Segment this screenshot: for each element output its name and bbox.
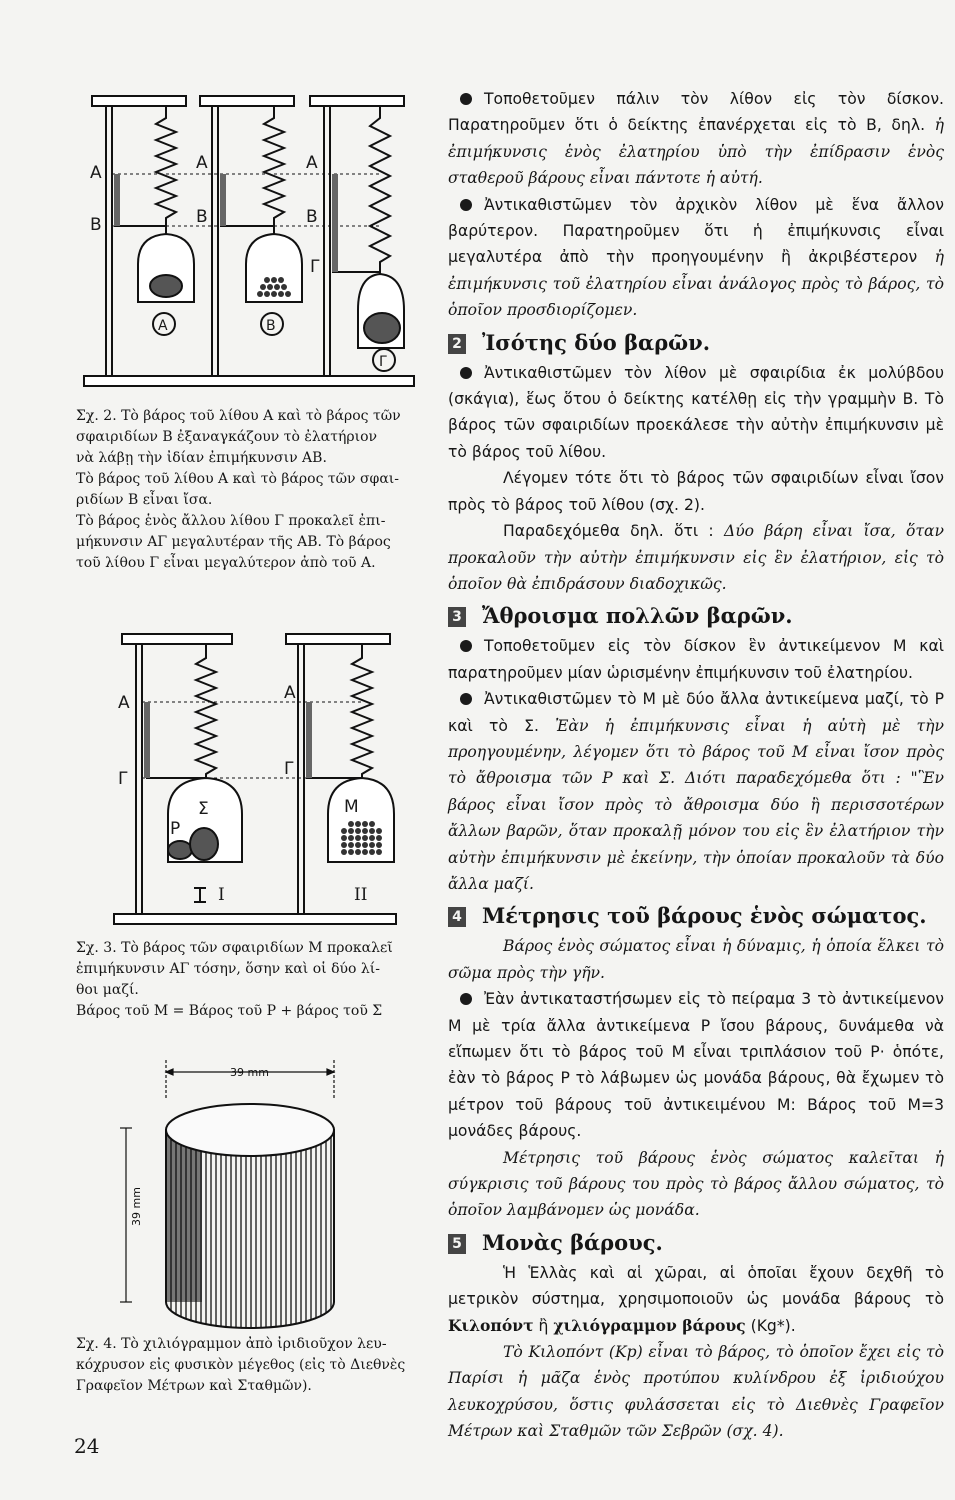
paragraph-5	[448, 518, 944, 597]
caption-line: Γραφεῖον Μέτρων καὶ Σταθμῶν).	[76, 1378, 312, 1394]
fig2-label-b1: B	[90, 215, 102, 235]
caption-line: ριδίων Β εἶναι ἴσα.	[76, 492, 213, 508]
page-number: 24	[74, 1434, 100, 1458]
fig2-label-a1: A	[90, 163, 102, 183]
paragraph-1	[448, 86, 944, 192]
text: Παραδεχόμεθα δηλ. ὅτι :	[503, 522, 714, 541]
bullet-icon	[460, 993, 472, 1005]
italic-text: ἡ ἐπιμήκυνσις ἑνὸς ἐλατηρίου ὑπὸ τὴν ἐπίδρασιν ἑνὸς σταθεροῦ βάρους εἶναι πάντοτε ἡ αὐτή.	[448, 116, 944, 188]
text: Ἡ Ἑλλὰς καὶ αἱ χῶραι, αἱ ὁποῖαι ἔχουν δεχθῆ τὸ μετρικὸν σύστημα, χρησιμοποιοῦν ὡς μονάδα βάρους τὸ	[448, 1263, 944, 1309]
fig3-label-s: Σ	[198, 799, 209, 819]
section-heading-4	[448, 901, 944, 931]
fig2-circle-b: B	[266, 318, 276, 334]
section-number: 5	[448, 1234, 466, 1254]
paragraph-6	[448, 633, 944, 686]
text: Ἀντικαθιστῶμεν τὸ Μ μὲ δύο ἄλλα ἀντικείμενα μαζί, τὸ Ρ καὶ τὸ Σ.	[448, 690, 944, 735]
text: Τοποθετοῦμεν εἰς τὸν δίσκον ἓν ἀντικείμενον Μ καὶ παρατηροῦμεν μίαν ὡρισμένην ἐπιμήκυνσιν τοῦ ἐλατηρίου.	[448, 637, 944, 682]
caption-line: Σχ. 2. Τὸ βάρος τοῦ λίθου Α καὶ τὸ βάρος τῶν	[76, 408, 401, 424]
text: Ἀντικαθιστῶμεν τὸν λίθον μὲ σφαιρίδια ἐκ μολύβδου (σκάγια), ἕως ὅτου ὁ δείκτης κατέλθῃ εἰς τὴν γραμμὴν Β. Τὸ βάρος τῶν σφαιριδίων προεκάλεσε τὴν αὐτὴν ἐπιμήκυνσιν μὲ τὸ βάρος τοῦ λίθου.	[448, 363, 944, 461]
fig3-label-a2: A	[284, 683, 296, 703]
fig2-circle-g: Γ	[379, 354, 387, 370]
paragraph-8: Βάρος ἑνὸς σώματος εἶναι ἡ δύναμις, ἡ ὁποία ἕλκει τὸ σῶμα πρὸς τὴν γῆν.	[448, 937, 944, 982]
fig2-label-b3: B	[306, 207, 318, 227]
caption-line: νὰ λάβῃ τὴν ἰδίαν ἐπιμήκυνσιν ΑΒ.	[76, 450, 327, 466]
section-number: 2	[448, 334, 466, 354]
main-text-column	[448, 86, 944, 1445]
italic-text: Ἐὰν ἡ ἐπιμήκυνσις εἶναι ἡ αὐτὴ μὲ τὴν προηγουμένην, λέγομεν ὅτι τὸ βάρος τοῦ Μ εἶναι ἴσον πρὸς τὸ ἄθροισμα τῶν Ρ καὶ Σ. Διότι παραδεχόμεθα ὅτι : "Ἓν βάρος εἶναι ἴσον πρὸς τὸ ἄθροισμα δύο ἢ περισσοτέρων ἄλλων βαρῶν, ὅταν προκαλῇ μόνον του εἰς ἓν ἐλατήριον τὴν αὐτὴν ἐπιμήκυνσιν μὲ ἐκείνην, τὴν ὁποίαν προκαλοῦν τὰ δύο ἄλλα μαζί.	[448, 716, 944, 893]
text: ἢ	[538, 1316, 549, 1335]
fig2-label-g: Γ	[310, 257, 320, 277]
text: (Kg*).	[750, 1316, 796, 1335]
fig3-label-p: P	[170, 819, 181, 839]
heading-text: Ἄθροισμα πολλῶν βαρῶν.	[482, 603, 793, 629]
fig3-label-a1: A	[118, 693, 130, 713]
fig3-label-g1: Γ	[118, 769, 128, 789]
fig3-label-ii: II	[354, 885, 368, 905]
figure-4	[110, 1056, 400, 1336]
figure-2	[80, 88, 420, 398]
bullet-icon	[460, 93, 472, 105]
bold-term: χιλιόγραμμον βάρους	[553, 1315, 746, 1335]
bold-term: Κιλοπόντ	[448, 1315, 534, 1335]
caption-line: Τὸ βάρος ἑνὸς ἄλλου λίθου Γ προκαλεῖ ἐπι-	[76, 513, 386, 529]
figure-3	[100, 628, 400, 938]
bullet-icon	[460, 640, 472, 652]
fig2-label-b2: B	[196, 207, 208, 227]
paragraph-12: Τὸ Κιλοπόντ (Kp) εἶναι τὸ βάρος, τὸ ὁποῖον ἔχει εἰς τὸ Παρίσι ἡ μᾶζα ἑνὸς προτύπου κυλίνδρου ἐξ ἰριδιούχου λευκοχρύσου, ὅστις φυλάσσεται εἰς τὸ Διεθνὲς Γραφεῖον Μέτρων καὶ Σταθμῶν τῶν Σεβρῶν (σχ. 4).	[448, 1343, 944, 1441]
fig4-width-label: 39 mm	[230, 1066, 269, 1079]
italic-text: ἡ ἐπιμήκυνσις τοῦ ἐλατηρίου εἶναι ἀνάλογος πρὸς τὸ βάρος, τὸ ὁποῖον προσδιορίζομεν.	[448, 248, 944, 320]
bullet-icon	[460, 199, 472, 211]
fig2-label-a2: A	[196, 153, 208, 173]
caption-line: Σχ. 4. Τὸ χιλιόγραμμον ἀπὸ ἰριδιοῦχον λευ-	[76, 1336, 387, 1352]
paragraph-2	[448, 192, 944, 324]
fig3-label-m: M	[344, 797, 359, 817]
text: Ἀντικαθιστῶμεν τὸν ἀρχικὸν λίθον μὲ ἕνα ἄλλον βαρύτερον. Παρατηροῦμεν ὅτι ἡ ἐπιμήκυνσις εἶναι μεγαλυτέρα ἀπὸ τὴν προηγουμένην ἢ ἀκριβέστερον	[448, 195, 944, 267]
paragraph-10: Μέτρησις τοῦ βάρους ἑνὸς σώματος καλεῖται ἡ σύγκρισις τοῦ βάρους του πρὸς τὸ βάρος ἄλλου σώματος, τὸ ὁποῖον λαμβάνομεν ὡς μονάδα.	[448, 1148, 944, 1220]
paragraph-9	[448, 986, 944, 1144]
caption-line: Βάρος τοῦ Μ = Βάρος τοῦ Ρ + βάρος τοῦ Σ	[76, 1003, 383, 1019]
text: Ἐὰν ἀντικαταστήσωμεν εἰς τὸ πείραμα 3 τὸ ἀντικείμενον Μ μὲ τρία ἄλλα ἀντικείμενα Ρ ἴσου βάρους, δυνάμεθα νὰ εἴπωμεν ὅτι τὸ βάρος τοῦ Μ εἶναι τριπλάσιον τοῦ Ρ· ὁπότε, ἐὰν τὸ βάρος Ρ τὸ λάβωμεν ὡς μονάδα βάρους, θὰ ἔχωμεν τὸ μέτρον τοῦ βάρους τοῦ ἀντικειμένου Μ: Βάρος τοῦ Μ=3 μονάδες βάρους.	[448, 990, 944, 1141]
section-heading-3	[448, 601, 944, 631]
figure-4-caption	[76, 1334, 416, 1397]
section-heading-2	[448, 328, 944, 358]
heading-text: Ἰσότης δύο βαρῶν.	[482, 329, 711, 355]
caption-line: τοῦ λίθου Γ εἶναι μεγαλύτερον ἀπὸ τοῦ Α.	[76, 555, 376, 571]
fig4-height-label: 39 mm	[130, 1187, 143, 1226]
italic-text: Δύο βάρη εἶναι ἴσα, ὅταν προκαλοῦν τὴν αὐτὴν ἐπιμήκυνσιν εἰς ἓν ἐλατήριον, εἰς τὸ ὁποῖον θὰ ἐπιδράσουν διαδοχικῶς.	[448, 522, 944, 593]
paragraph-7	[448, 686, 944, 897]
bullet-icon	[460, 367, 472, 379]
heading-text: Μέτρησις τοῦ βάρους ἑνὸς σώματος.	[482, 903, 927, 929]
caption-line: Σχ. 3. Τὸ βάρος τῶν σφαιριδίων Μ προκαλεῖ	[76, 940, 393, 956]
section-heading-5	[448, 1228, 944, 1258]
caption-line: σφαιριδίων Β ἐξαναγκάζουν τὸ ἐλατήριον	[76, 429, 378, 445]
caption-line: κόχρυσον εἰς φυσικὸν μέγεθος (εἰς τὸ Διεθνὲς	[76, 1357, 406, 1373]
section-number: 3	[448, 607, 466, 627]
fig3-label-i: I	[218, 885, 225, 905]
figure-3-caption	[76, 938, 416, 1022]
bullet-icon	[460, 693, 472, 705]
text: Τοποθετοῦμεν πάλιν τὸν λίθον εἰς τὸν δίσκον. Παρατηροῦμεν ὅτι ὁ δείκτης ἐπανέρχεται εἰς τὸ Β, δηλ.	[448, 90, 944, 135]
caption-line: Τὸ βάρος τοῦ λίθου Α καὶ τὸ βάρος τῶν σφαι-	[76, 471, 400, 487]
paragraph-11	[448, 1260, 944, 1339]
caption-line: ἐπιμήκυνσιν ΑΓ τόσην, ὅσην καὶ οἱ δύο λί-	[76, 961, 381, 977]
section-number: 4	[448, 907, 466, 927]
paragraph-3	[448, 360, 944, 466]
caption-line: μήκυνσιν ΑΓ μεγαλυτέραν τῆς ΑΒ. Τὸ βάρος	[76, 534, 391, 550]
paragraph-4: Λέγομεν τότε ὅτι τὸ βάρος τῶν σφαιριδίων εἶναι ἴσον πρὸς τὸ βάρος τοῦ λίθου (σχ. 2).	[448, 469, 944, 514]
fig2-label-a3: A	[306, 153, 318, 173]
fig2-circle-a: A	[158, 318, 168, 334]
caption-line: θοι μαζί.	[76, 982, 139, 998]
figure-2-caption	[76, 406, 416, 574]
heading-text: Μονὰς βάρους.	[482, 1229, 663, 1255]
fig3-label-g2: Γ	[284, 759, 294, 779]
